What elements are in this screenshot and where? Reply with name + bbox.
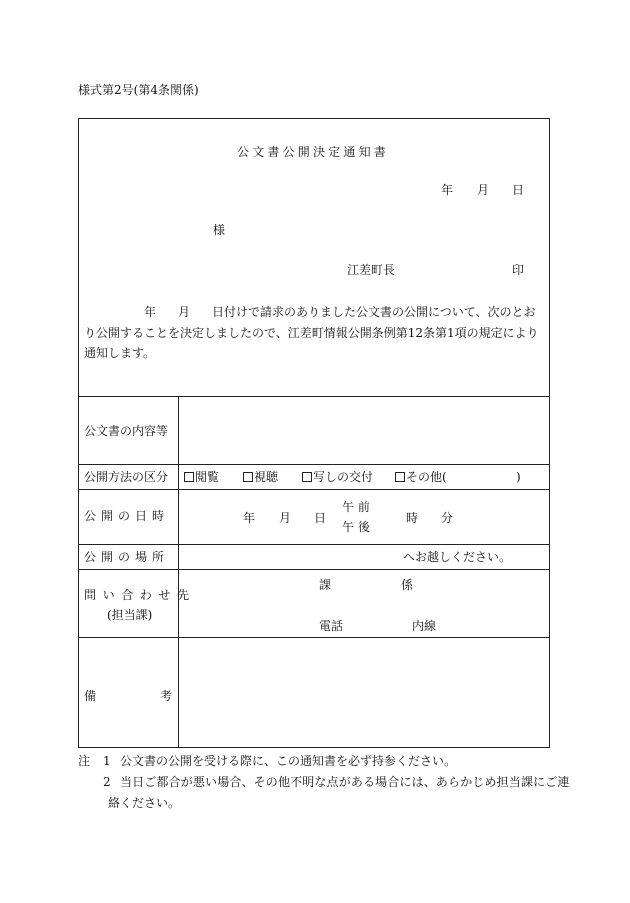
contents-label: 公文書の内容等 <box>84 424 169 438</box>
note-text: 当日ご都合が悪い場合、その他不明な点がある場合には、あらかじめ担当課にご連 <box>120 775 570 789</box>
datetime-pm: 午 後 <box>342 520 370 534</box>
date-month: 月 <box>477 183 490 197</box>
contact-phone: 電話 <box>319 619 344 633</box>
addressee-suffix: 様 <box>213 223 226 237</box>
note-number: 2 <box>103 775 111 789</box>
datetime-month: 月 <box>279 511 292 525</box>
date-day: 日 <box>512 183 525 197</box>
datetime-year: 年 <box>243 511 256 525</box>
body-year: 年 <box>144 305 157 319</box>
datetime-hour: 時 <box>406 511 419 525</box>
checkbox-icon <box>184 472 194 482</box>
contact-label: 問 い 合 わ せ 先 <box>84 588 191 602</box>
body-text: 日付けで請求のありました公文書の公開について、次のとおり公開することを決定しましたので、江差町情報公開条例第12条第1項の規定により通知します。 <box>84 305 539 360</box>
form-number: 様式第2号(第4条関係) <box>78 83 199 97</box>
method-option-label: 写しの交付 <box>313 470 374 484</box>
note-text: 公文書の公開を受ける際に、この通知書を必ず持参ください。 <box>120 754 457 768</box>
method-other-close: ) <box>516 470 521 484</box>
divider <box>78 637 550 638</box>
divider <box>78 569 550 570</box>
method-option-copy[interactable] <box>302 471 373 483</box>
divider <box>78 489 550 490</box>
datetime-day: 日 <box>314 511 327 525</box>
method-option-label: 視聴 <box>254 470 279 484</box>
note-number: 1 <box>103 754 111 768</box>
contact-section: 課 <box>319 578 332 592</box>
issuer-name: 江差町長 <box>347 263 396 277</box>
checkbox-icon <box>395 472 405 482</box>
notice-body <box>84 302 546 364</box>
method-label: 公開方法の区分 <box>84 470 169 484</box>
remarks-label-left: 備 <box>84 689 97 703</box>
datetime-am: 午 前 <box>342 500 370 514</box>
divider <box>78 544 550 545</box>
checkbox-icon <box>302 472 312 482</box>
contact-extension: 内線 <box>412 619 437 633</box>
method-option-label: 閲覧 <box>195 470 220 484</box>
note-text-continued: 絡ください。 <box>108 796 181 810</box>
date-year: 年 <box>441 183 454 197</box>
divider <box>78 464 550 465</box>
method-option-other[interactable] <box>395 471 447 483</box>
checkbox-icon <box>243 472 253 482</box>
contact-sublabel: (担当課) <box>107 608 153 622</box>
body-month: 月 <box>178 305 191 319</box>
place-suffix: へお越しください。 <box>403 550 512 564</box>
method-option-view[interactable] <box>184 471 219 483</box>
column-divider <box>178 396 179 748</box>
datetime-label: 公 開 の 日 時 <box>84 509 165 523</box>
divider <box>78 396 550 397</box>
method-option-listen[interactable] <box>243 471 278 483</box>
remarks-label-right: 考 <box>160 689 173 703</box>
method-option-label: その他( <box>406 470 447 484</box>
issuer-seal: 印 <box>512 263 525 277</box>
datetime-minute: 分 <box>441 511 454 525</box>
notes-prefix: 注 <box>78 754 91 768</box>
place-label: 公 開 の 場 所 <box>84 550 165 564</box>
document-title: 公文書公開決定通知書 <box>237 145 390 159</box>
contact-unit: 係 <box>401 578 414 592</box>
